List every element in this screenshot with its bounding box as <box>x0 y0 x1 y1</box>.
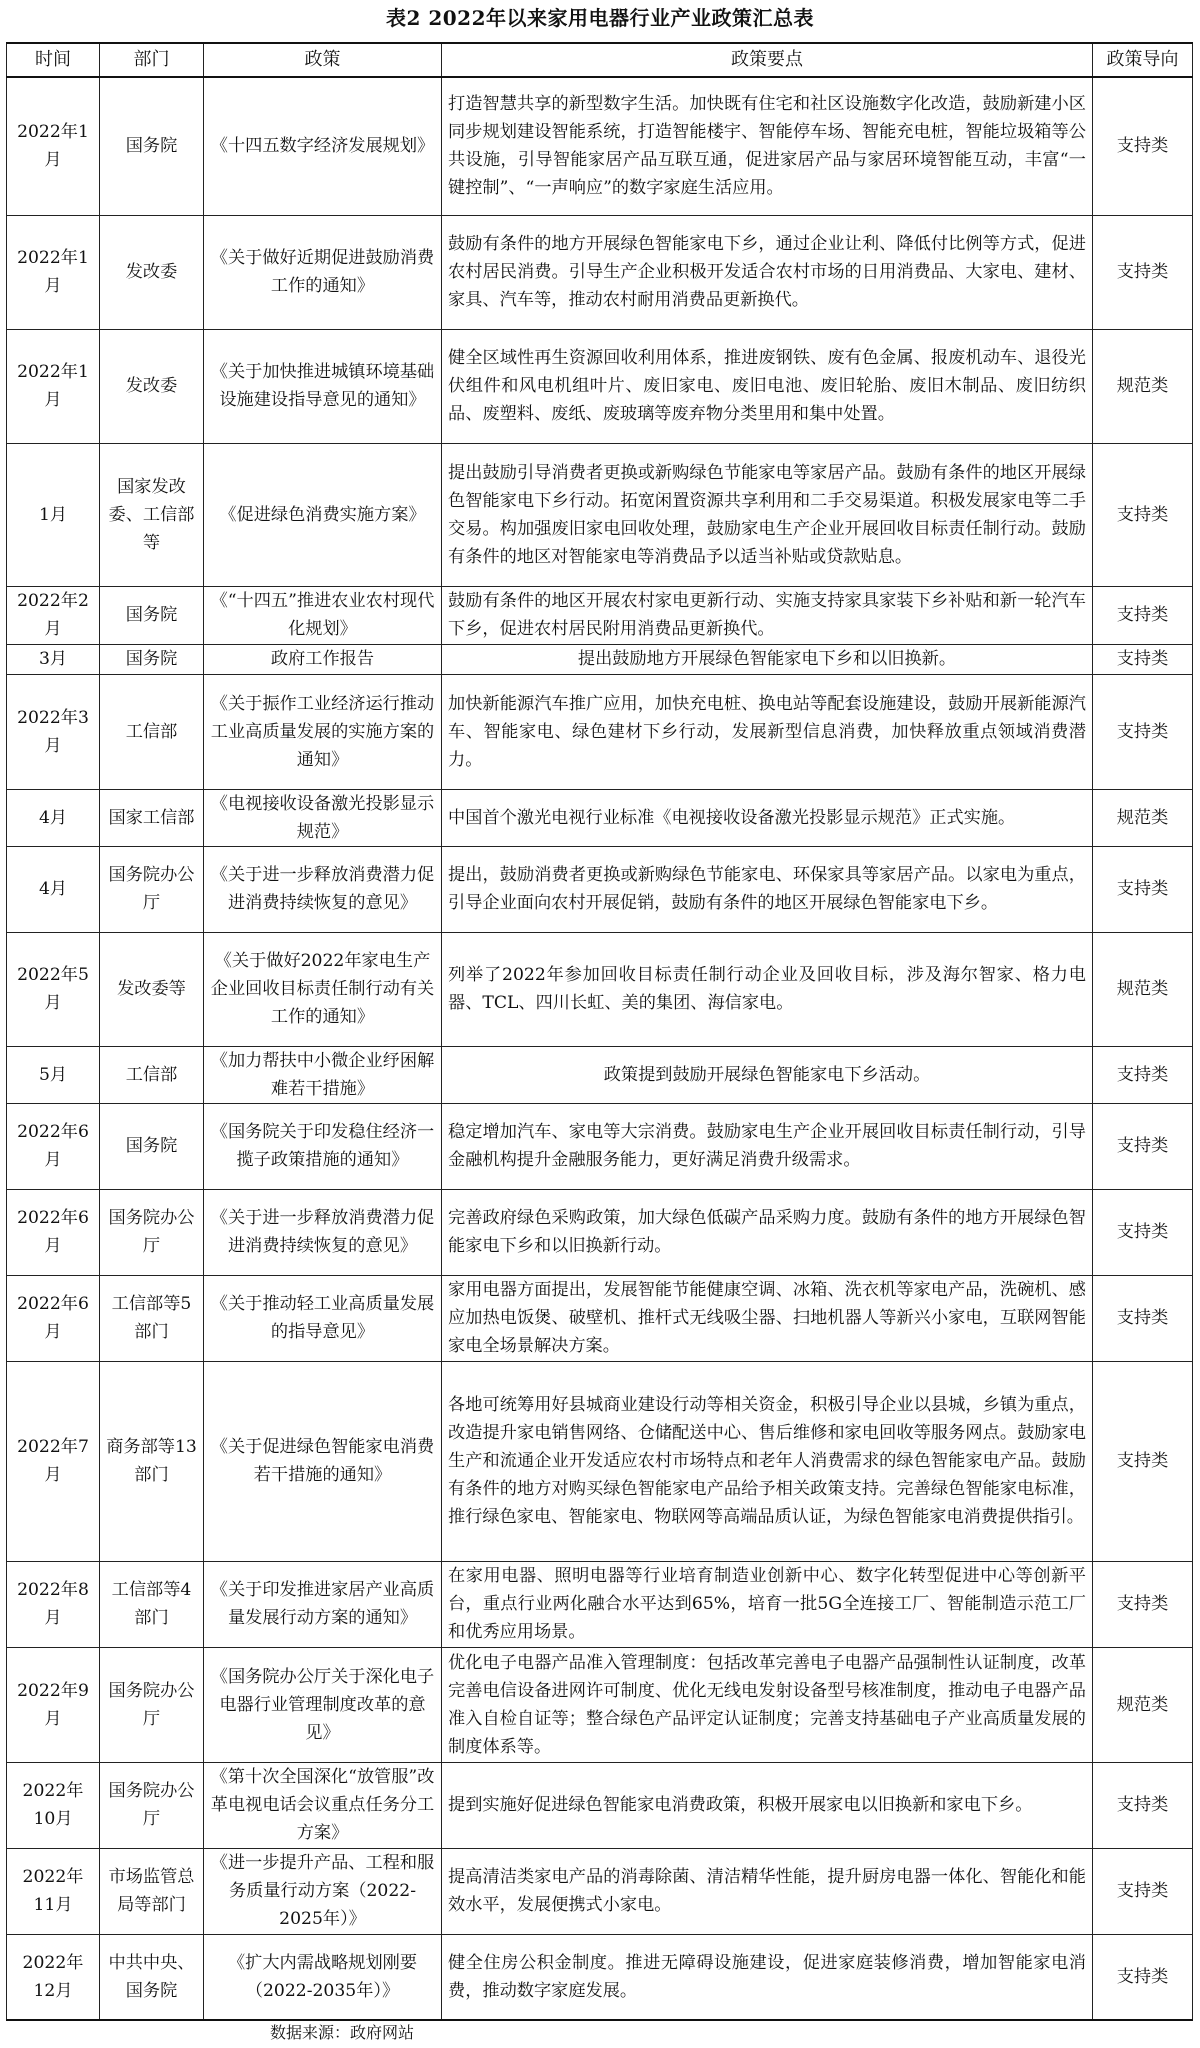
cell-department: 国务院办公厅 <box>100 1647 204 1762</box>
header-policy-points: 政策要点 <box>442 43 1093 77</box>
cell-department: 国务院 <box>100 644 204 674</box>
cell-policy: 《扩大内需战略规划刚要（2022-2035年）》 <box>204 1934 442 2020</box>
table-row <box>7 1361 1193 1561</box>
header-time: 时间 <box>7 43 100 77</box>
cell-policy-direction: 支持类 <box>1093 1275 1193 1361</box>
cell-policy-direction: 规范类 <box>1093 329 1193 443</box>
cell-department: 国务院 <box>100 1103 204 1189</box>
table-title: 表2 2022年以来家用电器行业产业政策汇总表 <box>385 6 815 30</box>
cell-time: 2022年1月 <box>7 329 100 443</box>
cell-policy-direction: 规范类 <box>1093 1647 1193 1762</box>
table-row <box>7 586 1193 644</box>
cell-policy-points: 提出鼓励引导消费者更换或新购绿色节能家电等家居产品。鼓励有条件的地区开展绿色智能家电下乡行动。拓宽闲置资源共享利用和二手交易渠道。积极发展家电等二手交易。构加强废旧家电回收处理，鼓励家电生产企业开展回收目标责任制行动。鼓励有条件的地区对智能家电等消费品予以适当补贴或贷款贴息。 <box>442 443 1093 586</box>
cell-policy-points: 家用电器方面提出，发展智能节能健康空调、冰箱、洗衣机等家电产品，洗碗机、感应加热电饭煲、破壁机、推杆式无线吸尘器、扫地机器人等新兴小家电，互联网智能家电全场景解决方案。 <box>442 1275 1093 1361</box>
table-row <box>7 1189 1193 1275</box>
cell-policy-points: 稳定增加汽车、家电等大宗消费。鼓励家电生产企业开展回收目标责任制行动，引导金融机构提升金融服务能力，更好满足消费升级需求。 <box>442 1103 1093 1189</box>
cell-policy: 《关于做好近期促进鼓励消费工作的通知》 <box>204 215 442 329</box>
cell-policy-direction: 规范类 <box>1093 789 1193 846</box>
cell-time: 2022年11月 <box>7 1848 100 1934</box>
table-row <box>7 644 1193 674</box>
header-policy: 政策 <box>204 43 442 77</box>
cell-policy: 《十四五数字经济发展规划》 <box>204 77 442 215</box>
cell-policy-direction: 支持类 <box>1093 1103 1193 1189</box>
cell-policy: 《关于促进绿色智能家电消费若干措施的通知》 <box>204 1361 442 1561</box>
table-row <box>7 1934 1193 2020</box>
cell-department: 工信部等5部门 <box>100 1275 204 1361</box>
cell-time: 2022年3月 <box>7 674 100 789</box>
cell-time: 2022年12月 <box>7 1934 100 2020</box>
cell-policy-points: 提出，鼓励消费者更换或新购绿色节能家电、环保家具等家居产品。以家电为重点，引导企业面向农村开展促销，鼓励有条件的地区开展绿色智能家电下乡。 <box>442 846 1093 932</box>
table-row <box>7 1647 1193 1762</box>
cell-policy: 政府工作报告 <box>204 644 442 674</box>
cell-time: 1月 <box>7 443 100 586</box>
cell-policy-direction: 支持类 <box>1093 1762 1193 1848</box>
cell-policy: 《关于振作工业经济运行推动工业高质量发展的实施方案的通知》 <box>204 674 442 789</box>
cell-department: 中共中央、国务院 <box>100 1934 204 2020</box>
cell-policy: 《关于进一步释放消费潜力促进消费持续恢复的意见》 <box>204 1189 442 1275</box>
cell-policy-direction: 支持类 <box>1093 443 1193 586</box>
cell-department: 国务院办公厅 <box>100 846 204 932</box>
cell-policy-direction: 支持类 <box>1093 674 1193 789</box>
cell-policy: 《“十四五”推进农业农村现代化规划》 <box>204 586 442 644</box>
cell-time: 2022年6月 <box>7 1275 100 1361</box>
table-row <box>7 789 1193 846</box>
cell-policy-direction: 支持类 <box>1093 1046 1193 1103</box>
table-row <box>7 1046 1193 1103</box>
cell-policy-direction: 支持类 <box>1093 1561 1193 1647</box>
cell-time: 2022年6月 <box>7 1189 100 1275</box>
cell-policy: 《国务院关于印发稳住经济一揽子政策措施的通知》 <box>204 1103 442 1189</box>
header-department: 部门 <box>100 43 204 77</box>
cell-policy: 《进一步提升产品、工程和服务质量行动方案（2022-2025年）》 <box>204 1848 442 1934</box>
cell-time: 2022年10月 <box>7 1762 100 1848</box>
cell-department: 发改委 <box>100 215 204 329</box>
table-row <box>7 1275 1193 1361</box>
cell-time: 2022年2月 <box>7 586 100 644</box>
cell-policy-direction: 支持类 <box>1093 586 1193 644</box>
cell-time: 2022年1月 <box>7 77 100 215</box>
table-header-row <box>7 43 1193 77</box>
table-row <box>7 1762 1193 1848</box>
cell-department: 工信部 <box>100 1046 204 1103</box>
cell-policy-direction: 支持类 <box>1093 77 1193 215</box>
table-row <box>7 215 1193 329</box>
cell-department: 市场监管总局等部门 <box>100 1848 204 1934</box>
cell-time: 2022年1月 <box>7 215 100 329</box>
cell-department: 工信部等4部门 <box>100 1561 204 1647</box>
table-row <box>7 846 1193 932</box>
cell-policy-points: 各地可统筹用好县城商业建设行动等相关资金，积极引导企业以县城，乡镇为重点，改造提升家电销售网络、仓储配送中心、售后维修和家电回收等服务网点。鼓励家电生产和流通企业开发适应农村市场特点和老年人消费需求的绿色智能家电产品。鼓励有条件的地方对购买绿色智能家电产品给予相关政策支持。完善绿色智能家电标准，推行绿色家电、智能家电、物联网等高端品质认证，为绿色智能家电消费提供指引。 <box>442 1361 1093 1561</box>
cell-policy: 《国务院办公厅关于深化电子电器行业管理制度改革的意见》 <box>204 1647 442 1762</box>
table-row <box>7 932 1193 1046</box>
cell-time: 2022年6月 <box>7 1103 100 1189</box>
data-source-note: 数据来源：政府网站 <box>270 2023 415 2042</box>
cell-policy: 《第十次全国深化“放管服”改革电视电话会议重点任务分工方案》 <box>204 1762 442 1848</box>
cell-policy: 《促进绿色消费实施方案》 <box>204 443 442 586</box>
cell-department: 国务院办公厅 <box>100 1189 204 1275</box>
cell-policy-points: 政策提到鼓励开展绿色智能家电下乡活动。 <box>442 1046 1093 1103</box>
cell-policy: 《关于做好2022年家电生产企业回收目标责任制行动有关工作的通知》 <box>204 932 442 1046</box>
cell-policy-direction: 支持类 <box>1093 846 1193 932</box>
cell-policy-points: 完善政府绿色采购政策，加大绿色低碳产品采购力度。鼓励有条件的地方开展绿色智能家电下乡和以旧换新行动。 <box>442 1189 1093 1275</box>
cell-policy-points: 提高清洁类家电产品的消毒除菌、清洁精华性能，提升厨房电器一体化、智能化和能效水平，发展便携式小家电。 <box>442 1848 1093 1934</box>
cell-policy-points: 加快新能源汽车推广应用，加快充电桩、换电站等配套设施建设，鼓励开展新能源汽车、智能家电、绿色建材下乡行动，发展新型信息消费，加快释放重点领域消费潜力。 <box>442 674 1093 789</box>
table-row <box>7 329 1193 443</box>
cell-time: 2022年7月 <box>7 1361 100 1561</box>
cell-department: 国务院 <box>100 77 204 215</box>
cell-policy: 《关于印发推进家居产业高质量发展行动方案的通知》 <box>204 1561 442 1647</box>
policy-summary-table <box>6 42 1193 2021</box>
cell-policy-points: 健全住房公积金制度。推进无障碍设施建设，促进家庭装修消费，增加智能家电消费，推动数字家庭发展。 <box>442 1934 1093 2020</box>
cell-policy-points: 列举了2022年参加回收目标责任制行动企业及回收目标，涉及海尔智家、格力电器、TCL、四川长虹、美的集团、海信家电。 <box>442 932 1093 1046</box>
cell-time: 4月 <box>7 846 100 932</box>
cell-time: 2022年9月 <box>7 1647 100 1762</box>
cell-department: 国务院办公厅 <box>100 1762 204 1848</box>
cell-time: 5月 <box>7 1046 100 1103</box>
cell-policy-points: 在家用电器、照明电器等行业培育制造业创新中心、数字化转型促进中心等创新平台，重点行业两化融合水平达到65%，培育一批5G全连接工厂、智能制造示范工厂和优秀应用场景。 <box>442 1561 1093 1647</box>
cell-department: 发改委 <box>100 329 204 443</box>
cell-policy-points: 鼓励有条件的地区开展农村家电更新行动、实施支持家具家装下乡补贴和新一轮汽车下乡，促进农村居民附用消费品更新换代。 <box>442 586 1093 644</box>
cell-department: 国家工信部 <box>100 789 204 846</box>
cell-department: 发改委等 <box>100 932 204 1046</box>
cell-time: 2022年8月 <box>7 1561 100 1647</box>
cell-policy-points: 提到实施好促进绿色智能家电消费政策，积极开展家电以旧换新和家电下乡。 <box>442 1762 1093 1848</box>
header-policy-direction: 政策导向 <box>1093 43 1193 77</box>
cell-policy: 《加力帮扶中小微企业纾困解难若干措施》 <box>204 1046 442 1103</box>
cell-policy-direction: 规范类 <box>1093 932 1193 1046</box>
cell-policy-points: 提出鼓励地方开展绿色智能家电下乡和以旧换新。 <box>442 644 1093 674</box>
table-row <box>7 674 1193 789</box>
cell-policy: 《关于进一步释放消费潜力促进消费持续恢复的意见》 <box>204 846 442 932</box>
cell-policy-points: 健全区域性再生资源回收利用体系，推进废钢铁、废有色金属、报废机动车、退役光伏组件和风电机组叶片、废旧家电、废旧电池、废旧轮胎、废旧木制品、废旧纺织品、废塑料、废纸、废玻璃等废弃物分类里用和集中处置。 <box>442 329 1093 443</box>
cell-policy-points: 鼓励有条件的地方开展绿色智能家电下乡，通过企业让利、降低付比例等方式，促进农村居民消费。引导生产企业积极开发适合农村市场的日用消费品、大家电、建材、家具、汽车等，推动农村耐用消费品更新换代。 <box>442 215 1093 329</box>
cell-department: 商务部等13部门 <box>100 1361 204 1561</box>
table-row <box>7 443 1193 586</box>
cell-policy-direction: 支持类 <box>1093 215 1193 329</box>
cell-policy-points: 中国首个激光电视行业标准《电视接收设备激光投影显示规范》正式实施。 <box>442 789 1093 846</box>
cell-department: 国务院 <box>100 586 204 644</box>
table-row <box>7 1561 1193 1647</box>
cell-policy-points: 优化电子电器产品准入管理制度：包括改革完善电子电器产品强制性认证制度，改革完善电信设备进网许可制度、优化无线电发射设备型号核准制度，推动电子电器产品准入自检自证等；整合绿色产品评定认证制度；完善支持基础电子产业高质量发展的制度体系等。 <box>442 1647 1093 1762</box>
cell-policy-direction: 支持类 <box>1093 1189 1193 1275</box>
table-row <box>7 77 1193 215</box>
cell-policy: 《关于推动轻工业高质量发展的指导意见》 <box>204 1275 442 1361</box>
cell-time: 3月 <box>7 644 100 674</box>
cell-department: 国家发改委、工信部等 <box>100 443 204 586</box>
cell-policy-direction: 支持类 <box>1093 1848 1193 1934</box>
cell-department: 工信部 <box>100 674 204 789</box>
cell-time: 4月 <box>7 789 100 846</box>
cell-policy: 《关于加快推进城镇环境基础设施建设指导意见的通知》 <box>204 329 442 443</box>
table-row <box>7 1103 1193 1189</box>
cell-time: 2022年5月 <box>7 932 100 1046</box>
cell-policy-direction: 支持类 <box>1093 644 1193 674</box>
table-row <box>7 1848 1193 1934</box>
cell-policy-points: 打造智慧共享的新型数字生活。加快既有住宅和社区设施数字化改造，鼓励新建小区同步规划建设智能系统，打造智能楼宇、智能停车场、智能充电桩，智能垃圾箱等公共设施，引导智能家居产品互联互通，促进家居产品与家居环境智能互动，丰富“一键控制”、“一声响应”的数字家庭生活应用。 <box>442 77 1093 215</box>
cell-policy-direction: 支持类 <box>1093 1361 1193 1561</box>
cell-policy-direction: 支持类 <box>1093 1934 1193 2020</box>
cell-policy: 《电视接收设备激光投影显示规范》 <box>204 789 442 846</box>
